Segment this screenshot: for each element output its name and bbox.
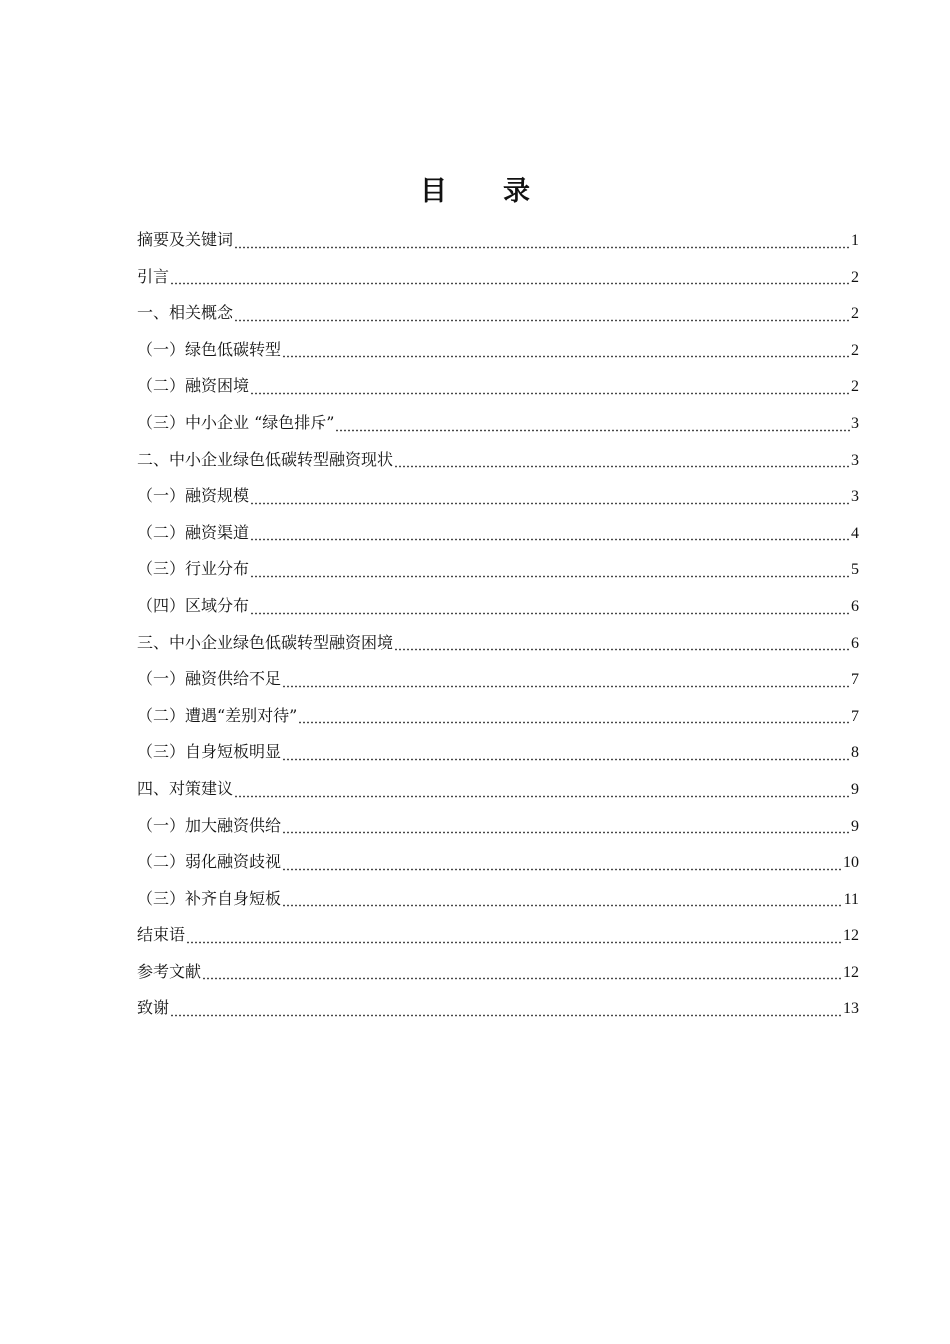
toc-entry-text: 四、对策建议 [137,778,234,798]
toc-entry-page: 2 [851,341,859,359]
toc-entry[interactable] [137,844,859,881]
toc-leader-dots [282,758,850,761]
toc-entry-page: 3 [851,414,859,432]
toc-leader-dots [298,721,850,724]
toc-entry-page: 5 [851,561,859,579]
toc-entry[interactable] [137,478,859,515]
toc-entry-text: （三）中小企业 “绿色排斥” [137,412,335,432]
toc-leader-dots [250,612,850,615]
toc-leader-dots [282,355,850,358]
toc-entry[interactable] [137,259,859,296]
toc-entry-page: 2 [851,378,859,396]
toc-entry-text: （三）补齐自身短板 [137,888,282,908]
toc-entry-page: 13 [843,1000,859,1018]
toc-entry-page: 4 [851,524,859,542]
toc-entry[interactable] [137,734,859,771]
toc-leader-dots [250,502,850,505]
toc-entry-page: 8 [851,744,859,762]
toc-entry-text: （一）融资供给不足 [137,669,282,689]
toc-entry-text: 参考文献 [137,961,202,981]
toc-entry-page: 2 [851,305,859,323]
toc-entry-page: 7 [851,707,859,725]
toc-entry-page: 9 [851,817,859,835]
toc-entry-text: （二）融资渠道 [137,522,250,542]
toc-leader-dots [170,1014,842,1017]
toc-entry[interactable] [137,551,859,588]
toc-entry-text: 三、中小企业绿色低碳转型融资困境 [137,632,394,652]
toc-entry[interactable] [137,625,859,662]
toc-leader-dots [282,904,843,907]
toc-entry-page: 11 [843,890,859,908]
toc-entry[interactable] [137,332,859,369]
toc-title: 目录 [420,176,586,208]
toc-leader-dots [234,246,850,249]
toc-entry[interactable] [137,881,859,918]
toc-leader-dots [250,538,850,541]
toc-entry[interactable] [137,588,859,625]
toc-entry-text: 一、相关概念 [137,303,234,323]
toc-entry[interactable] [137,515,859,552]
toc-entry-page: 6 [851,634,859,652]
toc-entry[interactable] [137,442,859,479]
toc-entry-text: 致谢 [137,998,170,1018]
toc-entry[interactable] [137,808,859,845]
toc-list [137,222,859,1027]
toc-entry-page: 6 [851,597,859,615]
toc-leader-dots [234,795,850,798]
toc-entry-text: （一）融资规模 [137,486,250,506]
toc-entry[interactable] [137,405,859,442]
toc-entry-text: （二）遭遇“差别对待” [137,705,298,725]
toc-entry-text: 结束语 [137,925,186,945]
toc-entry-text: （三）自身短板明显 [137,742,282,762]
toc-entry-page: 12 [843,963,859,981]
toc-entry-text: 摘要及关键词 [137,230,234,249]
toc-entry[interactable] [137,917,859,954]
toc-leader-dots [250,392,850,395]
toc-entry-text: （一）加大融资供给 [137,815,282,835]
toc-entry-page: 9 [851,780,859,798]
toc-leader-dots [234,319,850,322]
toc-leader-dots [394,465,850,468]
toc-entry[interactable] [137,222,859,259]
toc-entry[interactable] [137,771,859,808]
toc-entry-page: 12 [843,927,859,945]
toc-entry[interactable] [137,661,859,698]
toc-leader-dots [394,648,850,651]
toc-entry[interactable] [137,954,859,991]
toc-entry-page: 1 [851,232,859,249]
toc-entry-text: （二）弱化融资歧视 [137,852,282,872]
toc-entry-text: 引言 [137,266,170,286]
toc-leader-dots [282,685,850,688]
toc-entry-page: 10 [843,854,859,872]
toc-entry[interactable] [137,698,859,735]
toc-entry-page: 7 [851,671,859,689]
toc-entry[interactable] [137,368,859,405]
toc-entry-text: （一）绿色低碳转型 [137,339,282,359]
toc-entry-text: （三）行业分布 [137,559,250,579]
toc-leader-dots [250,575,850,578]
toc-entry[interactable] [137,295,859,332]
toc-leader-dots [202,977,842,980]
toc-entry-text: 二、中小企业绿色低碳转型融资现状 [137,449,394,469]
toc-entry[interactable] [137,990,859,1027]
toc-leader-dots [282,831,850,834]
toc-entry-page: 3 [851,451,859,469]
toc-entry-page: 2 [851,268,859,286]
toc-entry-page: 3 [851,488,859,506]
toc-entry-text: （四）区域分布 [137,595,250,615]
toc-leader-dots [170,282,850,285]
toc-leader-dots [282,868,842,871]
toc-entry-text: （二）融资困境 [137,376,250,396]
toc-leader-dots [335,429,850,432]
toc-leader-dots [186,941,842,944]
